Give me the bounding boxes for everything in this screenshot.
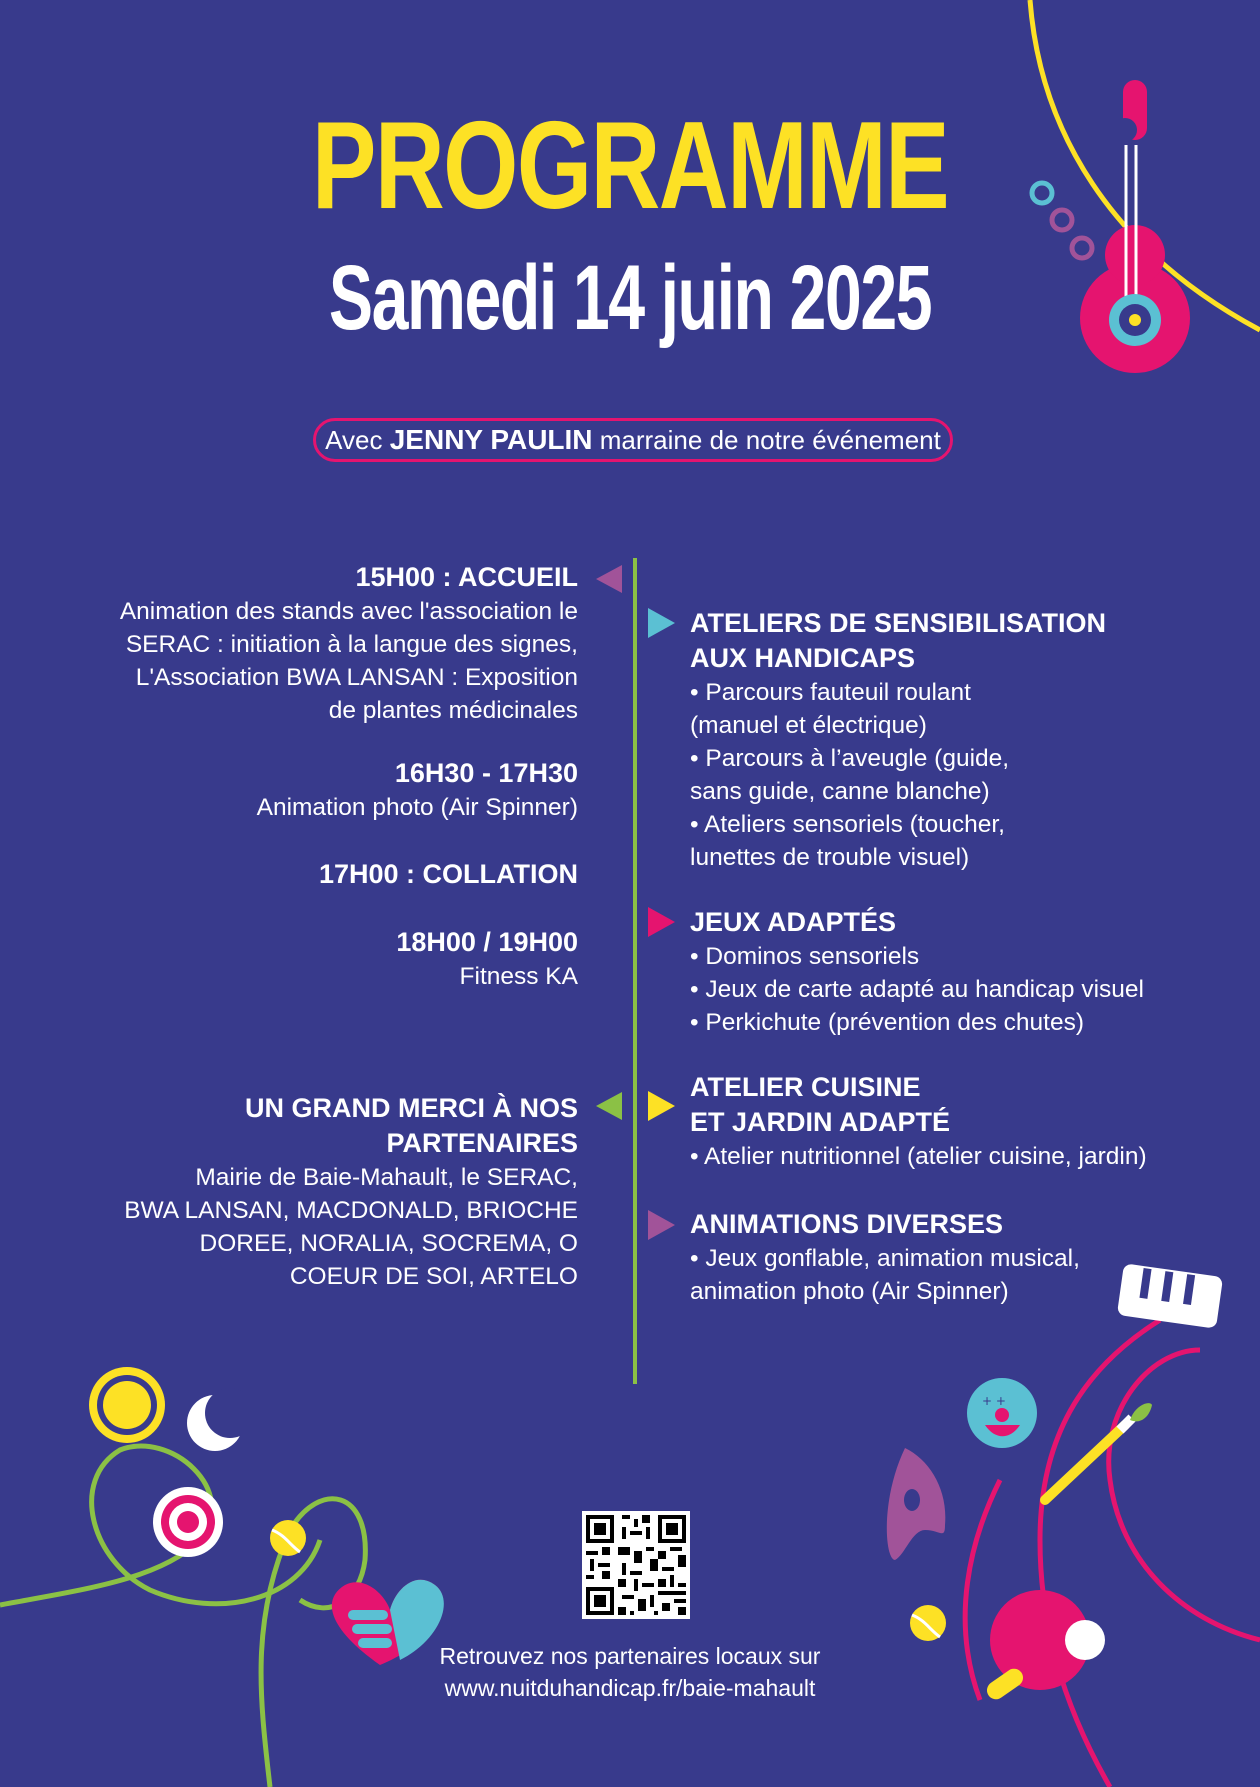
- arrow-left-accueil: [596, 565, 622, 593]
- svg-text:+ +: + +: [982, 1394, 1006, 1408]
- arrow-left-merci: [596, 1092, 622, 1120]
- section-cuisine: [690, 1070, 1210, 1173]
- arrow-right-ateliers: [648, 608, 675, 638]
- timeline-line: [633, 558, 637, 1384]
- merci-heading: PARTENAIRES: [386, 1128, 578, 1158]
- ateliers-line: sans guide, canne blanche): [690, 778, 990, 805]
- pink-curve-2: [1109, 1350, 1260, 1640]
- ping-pong-icon: [983, 1590, 1105, 1703]
- sponsor-banner: [313, 418, 953, 462]
- arrow-right-cuisine: [648, 1091, 675, 1121]
- fitness-text: Fitness KA: [459, 963, 578, 990]
- ateliers-line: lunettes de trouble visuel): [690, 844, 970, 871]
- jeux-line: • Perkichute (prévention des chutes): [690, 1009, 1084, 1036]
- jeux-line: • Jeux de carte adapté au handicap visuel: [690, 976, 1144, 1003]
- photo-text: Animation photo (Air Spinner): [256, 794, 578, 821]
- section-jeux: [690, 905, 1210, 1039]
- partner-line: COEUR DE SOI, ARTELO: [289, 1263, 578, 1290]
- jeux-line: • Dominos sensoriels: [690, 943, 920, 970]
- tennis-ball-icon-2: [910, 1605, 946, 1641]
- accueil-line: L'Association BWA LANSAN : Exposition: [135, 664, 578, 691]
- collation-heading: 17H00 : COLLATION: [318, 859, 578, 889]
- pink-curve-1: [1040, 1320, 1160, 1787]
- pink-curve-3: [965, 1480, 1000, 1700]
- ateliers-line: • Ateliers sensoriels (toucher,: [690, 811, 1005, 838]
- section-fitness: [90, 925, 578, 993]
- ateliers-line: (manuel et électrique): [690, 712, 927, 739]
- partner-line: DOREE, NORALIA, SOCREMA, O: [199, 1230, 578, 1257]
- animations-heading: ANIMATIONS DIVERSES: [690, 1209, 1004, 1239]
- footer: [380, 1640, 880, 1704]
- accueil-line: Animation des stands avec l'association le: [119, 598, 578, 625]
- section-merci: [90, 1091, 578, 1293]
- ateliers-line: • Parcours à l’aveugle (guide,: [690, 745, 1010, 772]
- fitness-heading: 18H00 / 19H00: [396, 927, 578, 957]
- merci-heading: UN GRAND MERCI À NOS: [244, 1093, 578, 1123]
- ateliers-heading: AUX HANDICAPS: [690, 643, 916, 673]
- section-accueil: [90, 560, 578, 727]
- arrow-right-jeux: [648, 907, 675, 937]
- mask-icon: [887, 1448, 946, 1560]
- animations-line: • Jeux gonflable, animation musical,: [690, 1245, 1080, 1272]
- jeux-heading: JEUX ADAPTÉS: [690, 907, 897, 937]
- qr-code-icon[interactable]: [582, 1511, 690, 1619]
- moon-icon: [187, 1388, 255, 1451]
- partner-line: BWA LANSAN, MACDONALD, BRIOCHE: [124, 1197, 578, 1224]
- section-photo: [90, 756, 578, 824]
- accueil-heading: 15H00 : ACCUEIL: [355, 562, 578, 592]
- page-title: PROGRAMME: [311, 97, 949, 235]
- section-animations: [690, 1207, 1210, 1308]
- accueil-line: SERAC : initiation à la langue des signes,: [125, 631, 578, 658]
- section-collation: [90, 857, 578, 892]
- cuisine-line: • Atelier nutritionnel (atelier cuisine, jardin): [690, 1143, 1147, 1170]
- arrow-right-animations: [648, 1210, 675, 1240]
- clown-face-icon: [967, 1378, 1037, 1448]
- cuisine-heading: ATELIER CUISINE: [690, 1072, 921, 1102]
- sun-icon: [89, 1367, 165, 1443]
- sponsor-suffix: marraine de notre événement: [599, 425, 941, 455]
- tennis-ball-icon: [270, 1520, 306, 1556]
- cuisine-heading: ET JARDIN ADAPTÉ: [690, 1107, 951, 1137]
- target-icon: [153, 1487, 223, 1557]
- animations-line: animation photo (Air Spinner): [690, 1278, 1009, 1305]
- paintbrush-icon: [1045, 1403, 1152, 1500]
- ateliers-heading: ATELIERS DE SENSIBILISATION: [690, 608, 1107, 638]
- partner-line: Mairie de Baie-Mahault, le SERAC,: [195, 1164, 578, 1191]
- footer-website-link[interactable]: www.nuitduhandicap.fr/baie-mahault: [444, 1675, 816, 1701]
- sponsor-name: JENNY PAULIN: [389, 424, 593, 455]
- qr-code-graphic: [582, 1511, 690, 1619]
- photo-heading: 16H30 - 17H30: [394, 758, 578, 788]
- ateliers-line: • Parcours fauteuil roulant: [690, 679, 971, 706]
- accueil-line: de plantes médicinales: [328, 697, 578, 724]
- section-ateliers: [690, 606, 1210, 874]
- footer-line-1: Retrouvez nos partenaires locaux sur: [439, 1643, 821, 1669]
- event-date: Samedi 14 juin 2025: [328, 247, 932, 349]
- sponsor-prefix: Avec: [325, 425, 383, 455]
